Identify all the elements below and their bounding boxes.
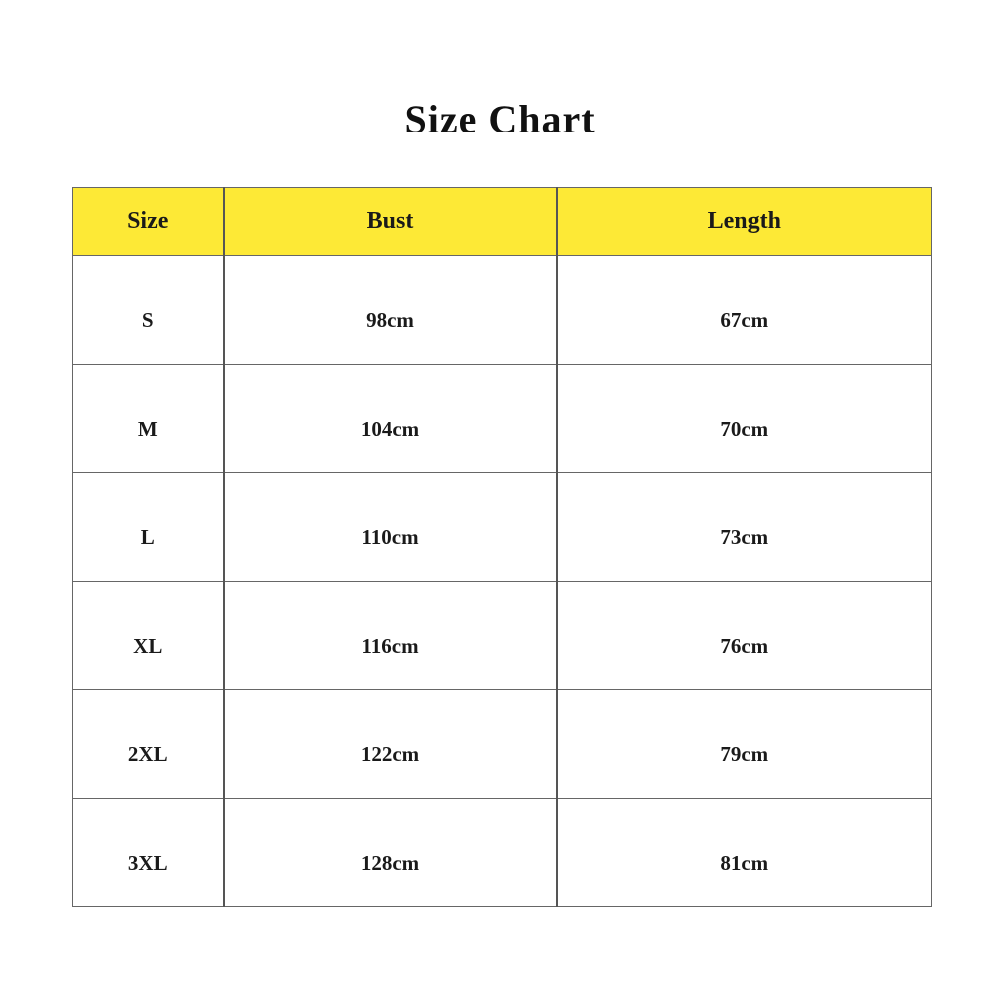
page-title: Size Chart (404, 97, 596, 132)
cell-size: S (73, 256, 224, 365)
cell-size: XL (73, 581, 224, 690)
table-row (73, 256, 932, 365)
cell-size: L (73, 473, 224, 582)
cell-bust: 116cm (224, 581, 557, 690)
size-chart-table (72, 187, 932, 907)
cell-length: 67cm (557, 256, 932, 365)
table-row (73, 581, 932, 690)
table-row (73, 690, 932, 799)
table-row (73, 364, 932, 473)
cell-length: 73cm (557, 473, 932, 582)
cell-bust: 122cm (224, 690, 557, 799)
cell-length: 70cm (557, 364, 932, 473)
cell-bust: 104cm (224, 364, 557, 473)
header-bust: Bust (224, 188, 557, 256)
cell-length: 76cm (557, 581, 932, 690)
cell-bust: 128cm (224, 798, 557, 907)
table-row (73, 473, 932, 582)
header-length: Length (557, 188, 932, 256)
table-row (73, 798, 932, 907)
cell-size: 2XL (73, 690, 224, 799)
cell-length: 81cm (557, 798, 932, 907)
cell-bust: 98cm (224, 256, 557, 365)
title-area (0, 0, 1000, 132)
table-header-row (73, 188, 932, 256)
header-size: Size (73, 188, 224, 256)
cell-bust: 110cm (224, 473, 557, 582)
cell-length: 79cm (557, 690, 932, 799)
cell-size: 3XL (73, 798, 224, 907)
cell-size: M (73, 364, 224, 473)
